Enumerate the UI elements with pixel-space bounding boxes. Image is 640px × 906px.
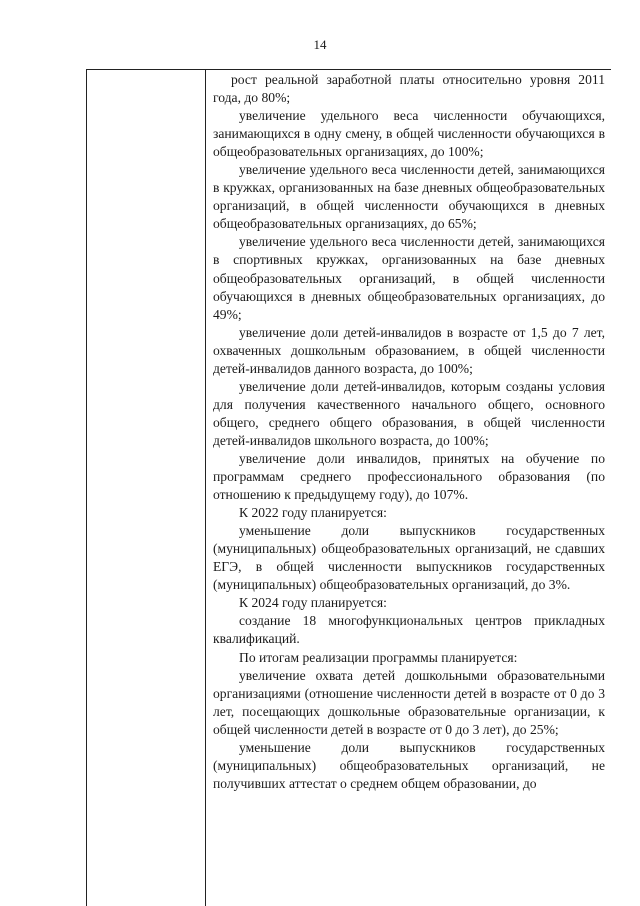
paragraph: рост реальной заработной платы относительно уровня 2011 года, до 80%;	[213, 72, 605, 106]
paragraph: увеличение доли детей-инвалидов, которым созданы условия для получения качественного начального общего, основного общего, среднего общего образования, в общей численности детей-инвалидов школьного возраста, до 100%;	[213, 378, 605, 448]
section-heading: К 2022 году планируется:	[239, 505, 387, 521]
document-table	[86, 69, 611, 906]
paragraph: создание 18 многофункциональных центров прикладных квалификаций.	[213, 613, 605, 647]
section-heading: По итогам реализации программы планируется:	[239, 649, 518, 665]
paragraph: уменьшение доли выпускников государственных (муниципальных) общеобразовательных организаций, не получивших аттестат о среднем общем образовании, до	[213, 739, 605, 791]
paragraph: увеличение удельного веса численности обучающихся, занимающихся в одну смену, в общей численности обучающихся в общеобразовательных организациях, до 100%;	[213, 108, 605, 160]
paragraph: увеличение охвата детей дошкольными образовательными организациями (отношение численности детей в возрасте от 0 до 3 лет, посещающих дошкольные образовательные организации, к общей численности детей в возрасте от 0 до 3 лет), до 25%;	[213, 667, 605, 737]
table-right-column	[206, 70, 611, 906]
page-number: 14	[313, 37, 327, 52]
paragraph: увеличение удельного веса численности детей, занимающихся в кружках, организованных на базе дневных общеобразовательных организаций, в общей численности обучающихся в дневных общеобразовательных организациях, до 65%;	[213, 162, 605, 232]
paragraph: увеличение удельного веса численности детей, занимающихся в спортивных кружках, организованных на базе дневных общеобразовательных организаций, в общей численности обучающихся в дневных общеобразовательных организациях, до 49%;	[213, 234, 605, 322]
paragraph: уменьшение доли выпускников государственных (муниципальных) общеобразовательных организаций, не сдавших ЕГЭ, в общей численности выпускников государственных (муниципальных) общеобразовательных организаций, до 3%.	[213, 523, 605, 593]
section-heading: К 2024 году планируется:	[239, 595, 387, 611]
paragraph: увеличение доли инвалидов, принятых на обучение по программам среднего профессионального образования (по отношению к предыдущему году), до 107%.	[213, 450, 605, 503]
table-left-column	[87, 70, 206, 906]
paragraph: увеличение доли детей-инвалидов в возрасте от 1,5 до 7 лет, охваченных дошкольным образованием, в общей численности детей-инвалидов данного возраста, до 100%;	[213, 324, 605, 376]
